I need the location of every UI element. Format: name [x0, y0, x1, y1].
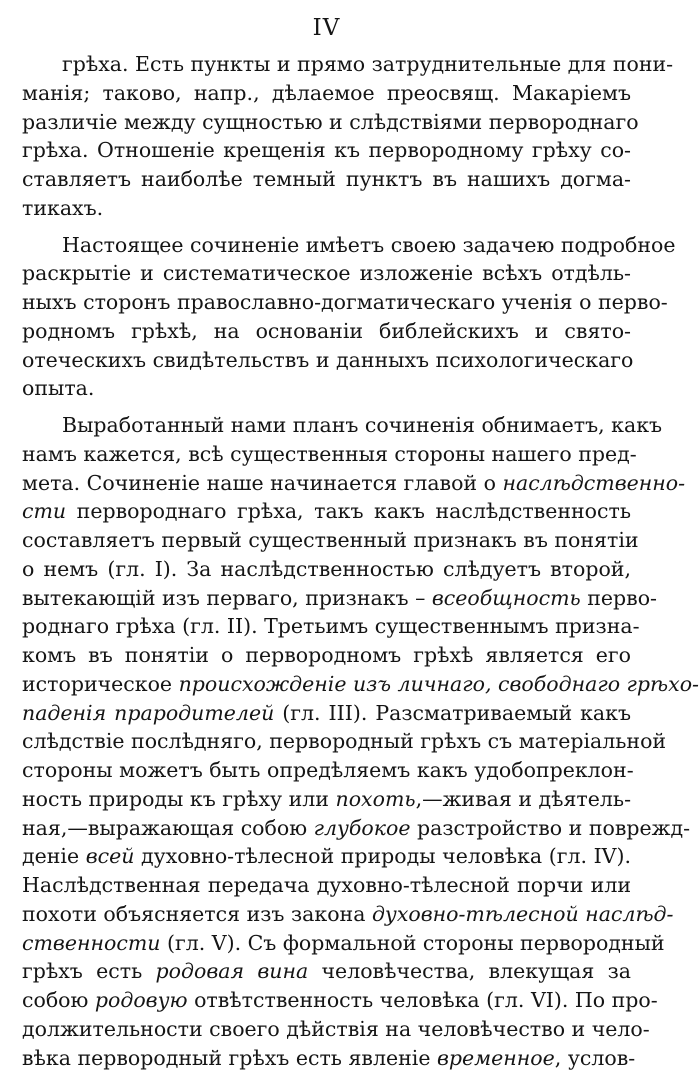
text-segment: тикахъ. — [22, 196, 103, 220]
text-line — [22, 842, 631, 871]
text-segment: стороны можетъ быть опредѣляемъ какъ удобопреклон- — [22, 758, 634, 782]
italic-text: сти — [22, 499, 66, 523]
italic-text: паденія прародителей — [22, 701, 274, 725]
text-segment: отеческихъ свидѣтельствъ и данныхъ психологическаго — [22, 348, 633, 372]
text-segment: историческое — [22, 672, 179, 696]
italic-text: наслѣдственно- — [502, 471, 685, 495]
text-line — [22, 374, 631, 403]
text-line — [22, 288, 631, 317]
text-segment: манія; таково, напр., дѣлаемое преосвящ. Макаріемъ — [22, 81, 631, 105]
text-segment: грѣха. Есть пункты и прямо затруднительные для пони- — [62, 52, 673, 76]
italic-text: похоть — [336, 787, 416, 811]
italic-text: ственности — [22, 931, 160, 955]
text-segment: Наслѣдственная передача духовно-тѣлесной порчи или — [22, 873, 631, 897]
text-line — [22, 814, 631, 843]
text-line — [22, 469, 631, 498]
text-line — [22, 50, 631, 79]
text-line — [22, 259, 631, 288]
text-segment: Настоящее сочиненіе имѣетъ своею задачею подробное — [62, 233, 675, 257]
page-number: IV — [22, 0, 631, 50]
text-segment: деніе — [22, 844, 86, 868]
text-segment: ставляетъ наиболѣе темный пунктъ въ нашихъ догма- — [22, 167, 631, 191]
text-segment: опыта. — [22, 376, 94, 400]
italic-text: временное — [437, 1046, 555, 1070]
text-segment: разстройство и поврежд- — [410, 816, 690, 840]
text-segment: роднаго грѣха (гл. II). Третьимъ существеннымъ призна- — [22, 614, 640, 638]
text-line — [22, 929, 631, 958]
paragraph — [22, 231, 631, 404]
text-line — [22, 584, 631, 613]
italic-text: глубокое — [314, 816, 411, 840]
text-segment: составляетъ первый существенный признакъ въ понятіи — [22, 528, 639, 552]
text-line — [22, 165, 631, 194]
text-line — [22, 871, 631, 900]
text-line — [22, 727, 631, 756]
italic-text: всеобщность — [432, 586, 581, 610]
text-line — [22, 785, 631, 814]
text-segment: первороднаго грѣха, такъ какъ наслѣдственность — [66, 499, 631, 523]
text-segment: о немъ (гл. I). За наслѣдственностью слѣдуетъ второй, — [22, 557, 631, 581]
text-line — [22, 756, 631, 785]
text-line — [22, 986, 631, 1015]
text-segment: Выработанный нами планъ сочиненія обнимаетъ, какъ — [62, 413, 662, 437]
text-segment: грѣхъ есть — [22, 959, 156, 983]
paragraph — [22, 50, 631, 223]
text-line — [22, 1015, 631, 1044]
text-line — [22, 555, 631, 584]
text-segment: должительности своего дѣйствія на человѣчество и чело- — [22, 1017, 650, 1041]
text-segment: слѣдствіе послѣдняго, первородный грѣхъ съ матеріальной — [22, 729, 666, 753]
text-segment: комъ въ понятіи о первородномъ грѣхѣ является его — [22, 643, 631, 667]
paragraph — [22, 411, 631, 1072]
text-line — [22, 612, 631, 641]
text-segment: собою — [22, 988, 95, 1012]
italic-text: родовую — [95, 988, 188, 1012]
text-segment: различіе между сущностью и слѣдствіями первороднаго — [22, 110, 639, 134]
text-line — [22, 411, 631, 440]
text-segment: мета. Сочиненіе наше начинается главой о — [22, 471, 502, 495]
text-segment: ныхъ сторонъ православно-догматическаго ученія о перво- — [22, 290, 668, 314]
text-segment: перво- — [581, 586, 657, 610]
text-line — [22, 79, 631, 108]
italic-text: происхожденіе изъ личнаго, свободнаго грѣхо- — [179, 672, 699, 696]
italic-text: всей — [86, 844, 135, 868]
text-segment: , услов- — [555, 1046, 635, 1070]
text-segment: (гл. III). Разсматриваемый какъ — [274, 701, 631, 725]
text-line — [22, 194, 631, 223]
text-segment: ность природы къ грѣху или — [22, 787, 336, 811]
text-line — [22, 900, 631, 929]
text-segment: вытекающій изъ перваго, признакъ – — [22, 586, 432, 610]
text-segment: ,—живая и дѣятель- — [416, 787, 631, 811]
text-line — [22, 497, 631, 526]
text-segment: ная,—выражающая собою — [22, 816, 314, 840]
text-line — [22, 440, 631, 469]
italic-text: родовая вина — [156, 959, 309, 983]
text-line — [22, 231, 631, 260]
text-segment: родномъ грѣхѣ, на основаніи библейскихъ и свято- — [22, 319, 631, 343]
text-line — [22, 957, 631, 986]
text-line — [22, 346, 631, 375]
text-segment: вѣка первородный грѣхъ есть явленіе — [22, 1046, 437, 1070]
text-segment: грѣха. Отношеніе крещенія къ первородному грѣху со- — [22, 138, 631, 162]
text-line — [22, 641, 631, 670]
text-line — [22, 670, 631, 699]
text-segment: отвѣтственность человѣка (гл. VI). По про- — [188, 988, 658, 1012]
text-segment: намъ кажется, всѣ существенныя стороны нашего пред- — [22, 442, 637, 466]
text-line — [22, 526, 631, 555]
text-segment: похоти объясняется изъ закона — [22, 902, 372, 926]
text-body — [22, 50, 631, 1072]
text-line — [22, 699, 631, 728]
text-segment: раскрытіе и систематическое изложеніе всѣхъ отдѣль- — [22, 261, 631, 285]
text-line — [22, 136, 631, 165]
text-line — [22, 108, 631, 137]
text-segment: духовно-тѣлесной природы человѣка (гл. IV). — [134, 844, 631, 868]
text-segment: (гл. V). Съ формальной стороны первородный — [160, 931, 664, 955]
text-segment: человѣчества, влекущая за — [308, 959, 631, 983]
text-line — [22, 1044, 631, 1072]
text-line — [22, 317, 631, 346]
italic-text: духовно-тѣлесной наслѣд- — [372, 902, 674, 926]
